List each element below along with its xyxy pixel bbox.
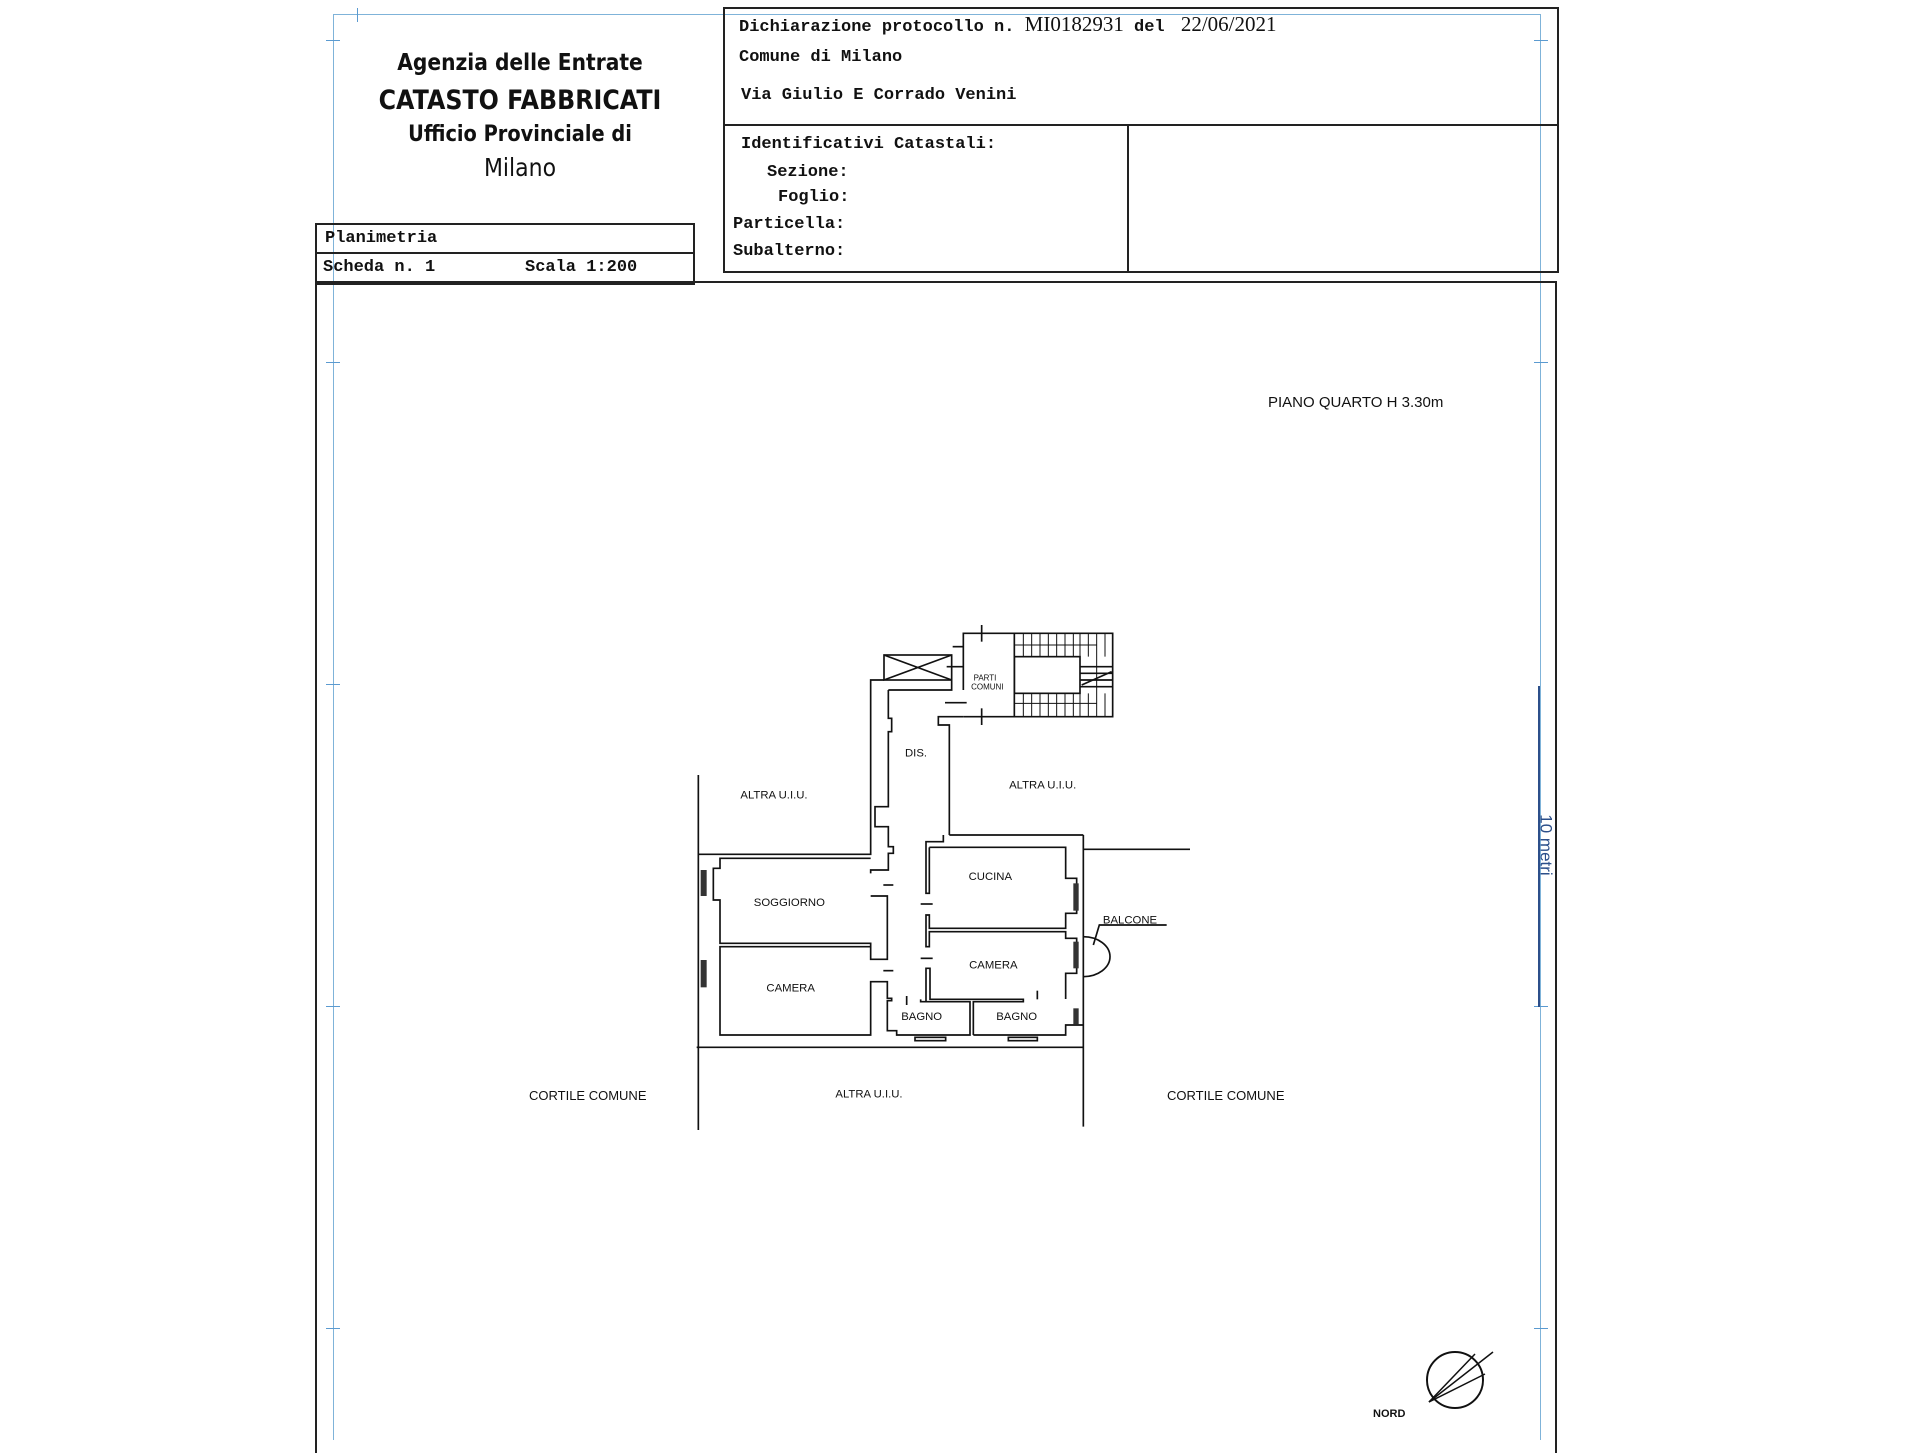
window xyxy=(1073,942,1078,969)
window xyxy=(1073,883,1078,910)
cucina-walls xyxy=(926,847,1077,999)
frame-tick xyxy=(357,8,358,22)
dis-wall-right xyxy=(938,717,963,835)
room-label-cucina: CUCINA xyxy=(968,871,1013,883)
floor-plan xyxy=(680,620,1200,1320)
agency-name: Agenzia delle Entrate xyxy=(397,50,643,76)
label-altra-uiu: ALTRA U.I.U. xyxy=(835,1088,903,1101)
frame-tick xyxy=(326,40,340,41)
sheet-number: Scheda n. 1 xyxy=(323,258,436,277)
room-label-bagno: BAGNO xyxy=(996,1011,1038,1023)
declaration-divider xyxy=(725,124,1557,126)
window xyxy=(1073,1008,1078,1024)
label-altra-uiu: ALTRA U.I.U. xyxy=(1009,779,1077,792)
date-prefix: del xyxy=(1134,18,1165,37)
office-city: Milano xyxy=(483,153,557,182)
label-altra-uiu: ALTRA U.I.U. xyxy=(740,789,808,802)
identifiers-title: Identificativi Catastali: xyxy=(741,135,997,154)
subalterno-label: Subalterno: xyxy=(733,242,846,261)
room-label-camera-right: CAMERA xyxy=(969,959,1018,972)
window xyxy=(915,1037,946,1040)
dis-wall-left xyxy=(871,690,894,873)
protocol-line xyxy=(739,12,1277,37)
sezione-label: Sezione: xyxy=(767,163,849,182)
label-cortile-comune-right: CORTILE COMUNE xyxy=(1167,1088,1285,1103)
dis-wall-left xyxy=(888,680,951,690)
bathroom-walls xyxy=(973,1025,1083,1035)
scale-bar-label: 10 metri xyxy=(1536,814,1556,876)
registry-name: CATASTO FABBRICATI xyxy=(378,85,662,116)
room-label-parti-comuni: COMUNI xyxy=(971,682,1004,692)
room-label-soggiorno: SOGGIORNO xyxy=(753,897,825,909)
room-label-dis: DIS. xyxy=(904,747,928,760)
window xyxy=(701,870,707,896)
protocol-prefix: Dichiarazione protocollo n. xyxy=(739,18,1015,37)
sheet-scale: Scala 1:200 xyxy=(525,258,638,277)
room-label-parti-comuni: PARTI xyxy=(973,673,997,683)
comune: Comune di Milano xyxy=(739,48,903,67)
dis-wall-right xyxy=(926,835,943,893)
north-arrow-icon xyxy=(1415,1340,1495,1415)
stair-treads xyxy=(1014,633,1105,716)
north-label: NORD xyxy=(1373,1408,1406,1420)
office-name: Ufficio Provinciale di xyxy=(408,122,632,147)
floor-label: PIANO QUARTO H 3.30m xyxy=(1268,394,1444,411)
outer-wall xyxy=(698,680,884,854)
balcony-leader xyxy=(1093,925,1166,945)
sheet-title: Planimetria xyxy=(325,229,438,248)
label-cortile-comune-left: CORTILE COMUNE xyxy=(529,1088,647,1103)
sheet-box xyxy=(315,223,695,285)
protocol-date: 22/06/2021 xyxy=(1180,12,1277,36)
room-label-camera-left: CAMERA xyxy=(766,982,815,995)
window xyxy=(1008,1037,1037,1040)
room-label-bagno: BAGNO xyxy=(901,1011,943,1023)
particella-label: Particella: xyxy=(733,215,846,234)
address: Via Giulio E Corrado Venini xyxy=(741,86,1017,105)
protocol-number: MI0182931 xyxy=(1024,12,1124,36)
sheet-divider xyxy=(317,252,693,254)
declaration-box xyxy=(723,7,1559,273)
room-label-balcone: BALCONE xyxy=(1102,914,1158,927)
identifiers-divider xyxy=(1127,124,1129,271)
balcony-arc xyxy=(1083,937,1110,977)
foglio-label: Foglio: xyxy=(778,188,850,207)
window xyxy=(701,960,707,987)
stair-void xyxy=(1014,657,1080,694)
